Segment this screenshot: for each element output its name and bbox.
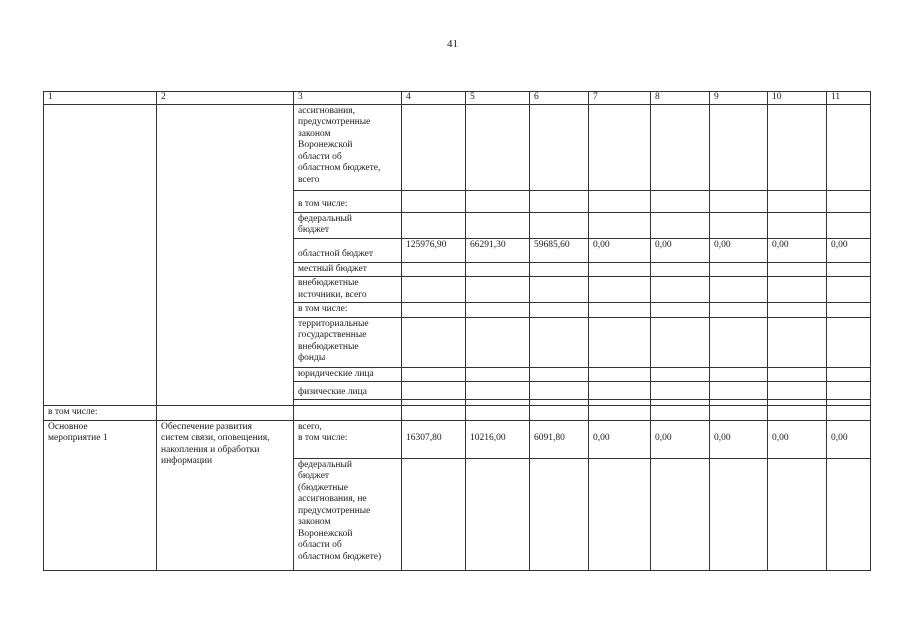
col-header: 8: [651, 92, 710, 105]
col-header: 2: [157, 92, 294, 105]
measure-name: Основное мероприятие 1: [44, 420, 157, 570]
name-cell: [44, 104, 157, 406]
header-row: [44, 92, 871, 105]
table-row: [44, 104, 871, 190]
value-cell: 0,00: [710, 238, 768, 262]
col-header: 3: [294, 92, 402, 105]
value-cell: 0,00: [827, 420, 871, 458]
col-header: 9: [710, 92, 768, 105]
value-cell: 0,00: [768, 420, 827, 458]
table-row: [44, 406, 871, 421]
value-cell: 0,00: [651, 420, 710, 458]
value-cell: 0,00: [651, 238, 710, 262]
col-header: 1: [44, 92, 157, 105]
value-cell: 0,00: [589, 420, 651, 458]
value-cell: 66291,30: [466, 238, 530, 262]
budget-table: [43, 91, 871, 571]
col-header: 5: [466, 92, 530, 105]
value-cell: 10216,00: [466, 420, 530, 458]
table-row: [44, 420, 871, 458]
row-label: всего, в том числе:: [294, 420, 402, 458]
col-header: 6: [530, 92, 589, 105]
row-label: территориальные государственные внебюджетные фонды: [294, 317, 402, 367]
measure-title: Обеспечение развития систем связи, оповещения, накопления и обработки информации: [157, 420, 294, 570]
value-cell: 0,00: [589, 238, 651, 262]
row-label: местный бюджет: [294, 262, 402, 277]
row-label: внебюджетные источники, всего: [294, 277, 402, 303]
value-cell: 6091,80: [530, 420, 589, 458]
title-cell: [157, 104, 294, 406]
row-label: федеральный бюджет (бюджетные ассигнования, не предусмотренные законом Воронежской области об областном бюджете): [294, 458, 402, 570]
page-number: 41: [447, 38, 458, 50]
col-header: 10: [768, 92, 827, 105]
row-label: федеральный бюджет: [294, 212, 402, 238]
col-header: 11: [827, 92, 871, 105]
value-cell: 125976,90: [402, 238, 466, 262]
value-cell: 0,00: [768, 238, 827, 262]
value-cell: 0,00: [710, 420, 768, 458]
row-label: юридические лица: [294, 367, 402, 382]
row-label: в том числе:: [294, 303, 402, 318]
row-label: ассигнования, предусмотренные законом Воронежской области об областном бюджете, всего: [294, 104, 402, 190]
value-cell: 0,00: [827, 238, 871, 262]
col-header: 4: [402, 92, 466, 105]
row-label: областной бюджет: [294, 238, 402, 262]
value-cell: 16307,80: [402, 420, 466, 458]
row-label: в том числе:: [294, 190, 402, 212]
value-cell: 59685,60: [530, 238, 589, 262]
incl-label: в том числе:: [44, 406, 157, 421]
row-label: физические лица: [294, 382, 402, 400]
col-header: 7: [589, 92, 651, 105]
